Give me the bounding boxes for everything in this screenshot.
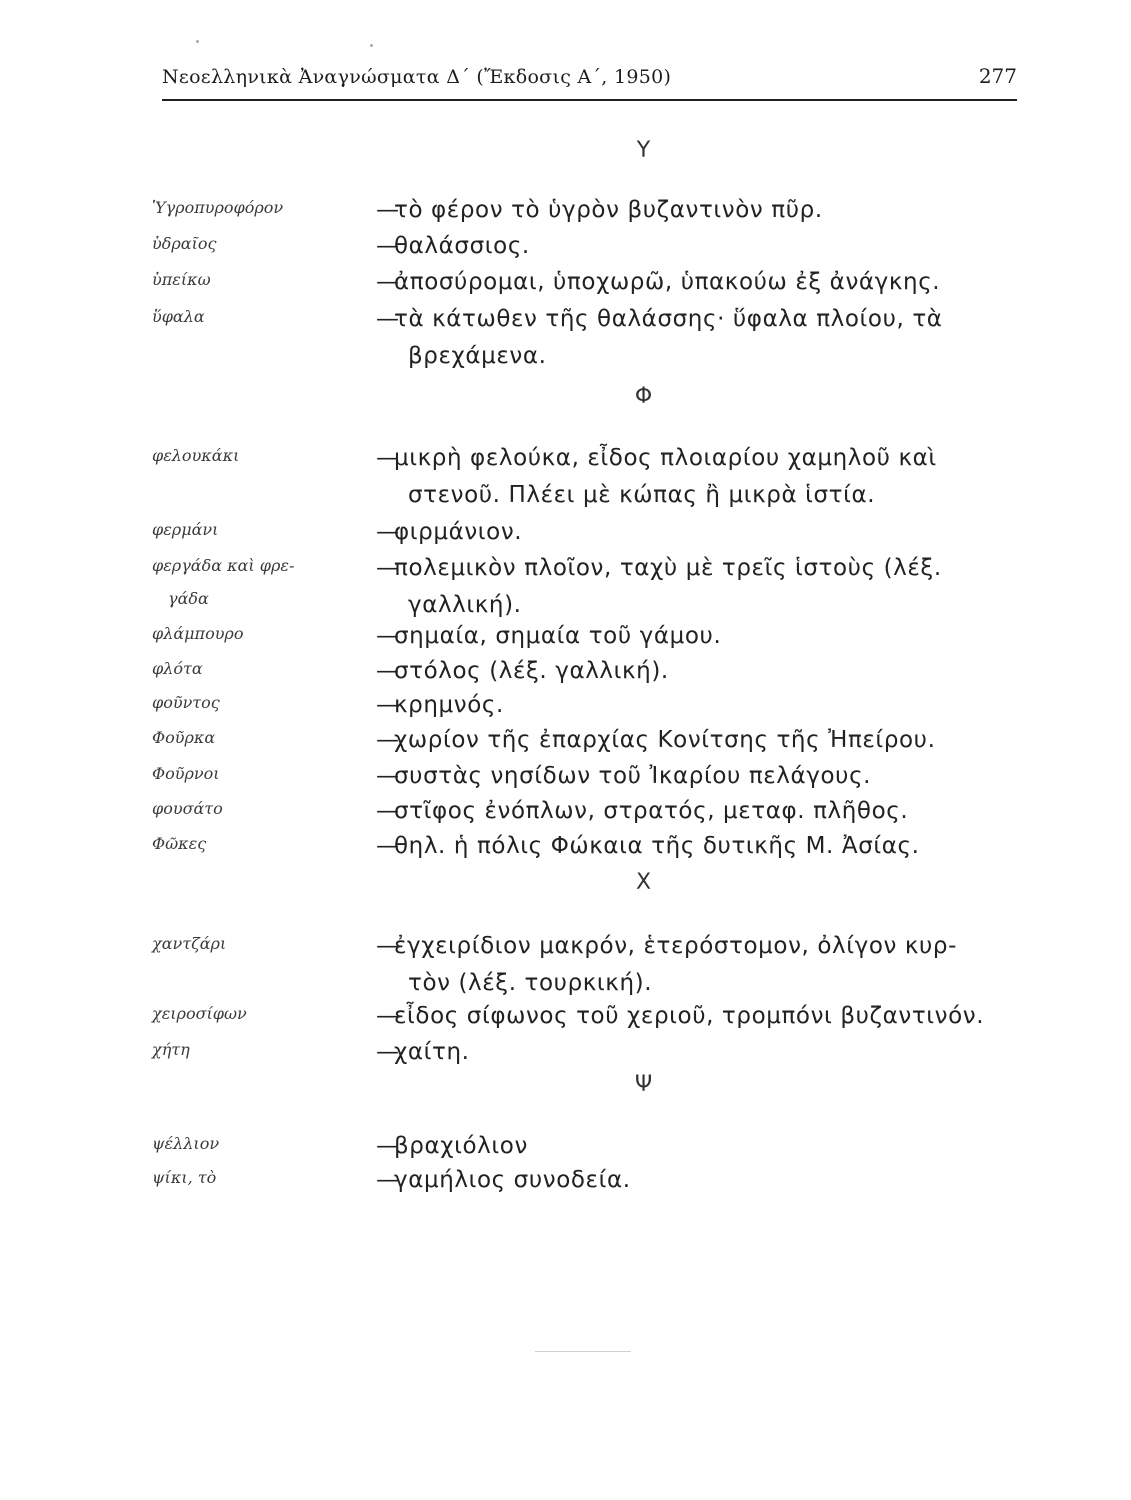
entry-term: Φοῦρκα [152,728,216,747]
entry-term: ὕφαλα [152,307,205,326]
entry-term: χήτη [152,1040,190,1059]
entry-definition: —στῖφος ἐνόπλων, στρατός, μεταφ. πλῆθος. [376,798,909,824]
entry-term: φελουκάκι [152,446,240,465]
entry-definition: —φιρμάνιον. [376,519,523,545]
entry-definition: —ἐγχειρίδιον μακρόν, ἑτερόστομον, ὀλίγον κυρ- τὸν (λέξ. τουρκική). [376,928,1036,1002]
section-letter-psi: Ψ [634,1072,653,1097]
definition-continuation: τὸν (λέξ. τουρκική). [408,970,653,996]
entry-term: φεργάδα καὶ φρε- γάδα [152,556,295,608]
entry-definition: —συστὰς νησίδων τοῦ Ἰκαρίου πελάγους. [376,763,872,789]
entry-term: ὑπείκω [152,270,211,289]
entry-definition: —στόλος (λέξ. γαλλική). [376,658,669,684]
section-letter-upsilon: Υ [636,138,651,163]
print-speck [196,40,199,43]
entry-definition: —τὸ φέρον τὸ ὑγρὸν βυζαντινὸν πῦρ. [376,197,823,223]
entry-definition: —θηλ. ἡ πόλις Φώκαια τῆς δυτικῆς Μ. Ἀσίας. [376,833,920,859]
entry-term: Φῶκες [152,834,207,853]
entry-term: ψίκι, τὸ [152,1168,217,1187]
entry-term: ὑδραῖος [152,234,217,253]
entry-term: φοῦντος [152,693,220,712]
entry-definition: —σημαία, σημαία τοῦ γάμου. [376,623,722,649]
entry-term: χειροσίφων [152,1004,247,1023]
definition-continuation: γαλλική). [408,592,522,618]
entry-definition: —θαλάσσιος. [376,233,530,259]
entry-term: φερμάνι [152,520,219,539]
entry-definition: —εἶδος σίφωνος τοῦ χεριοῦ, τρομπόνι βυζαντινόν. [376,1003,985,1029]
entry-definition: —τὰ κάτωθεν τῆς θαλάσσης· ὕφαλα πλοίου, τὰ βρεχάμενα. [376,301,1036,375]
running-header [162,64,1017,98]
header-title: Νεοελληνικὰ Ἀναγνώσματα Δ΄ (Ἔκδοσις Α΄, 1950) [162,66,672,88]
entry-definition: —κρημνός. [376,692,504,718]
entry-definition: —γαμήλιος συνοδεία. [376,1167,631,1193]
section-letter-chi: Χ [635,870,652,895]
entry-definition: —μικρὴ φελούκα, εἶδος πλοιαρίου χαμηλοῦ καὶ στενοῦ. Πλέει μὲ κώπας ἢ μικρὰ ἱστία. [376,440,1036,514]
page-number: 277 [978,64,1017,88]
section-letter-phi: Φ [634,384,653,409]
entry-definition: —βραχιόλιον [376,1133,528,1159]
entry-term: Φοῦρνοι [152,764,220,783]
entry-definition: —ἀποσύρομαι, ὑποχωρῶ, ὑπακούω ἐξ ἀνάγκης. [376,269,941,295]
header-rule [162,99,1017,101]
print-speck [370,44,373,47]
entry-definition: —χαίτη. [376,1039,470,1065]
entry-term: φλότα [152,659,203,678]
entry-definition: —χωρίον τῆς ἐπαρχίας Κονίτσης τῆς Ἠπείρου. [376,727,936,753]
entry-term: φουσάτο [152,799,223,818]
definition-continuation: βρεχάμενα. [408,343,547,369]
entry-term: χαντζάρι [152,934,227,953]
footer-rule [535,1351,631,1352]
entry-definition: —πολεμικὸν πλοῖον, ταχὺ μὲ τρεῖς ἱστοὺς (λέξ. γαλλική). [376,550,1036,624]
definition-continuation: στενοῦ. Πλέει μὲ κώπας ἢ μικρὰ ἱστία. [408,482,876,508]
entry-term: ψέλλιον [152,1134,220,1153]
entry-term: φλάμπουρο [152,624,244,643]
entry-term: Ὑγροπυροφόρον [152,198,284,217]
